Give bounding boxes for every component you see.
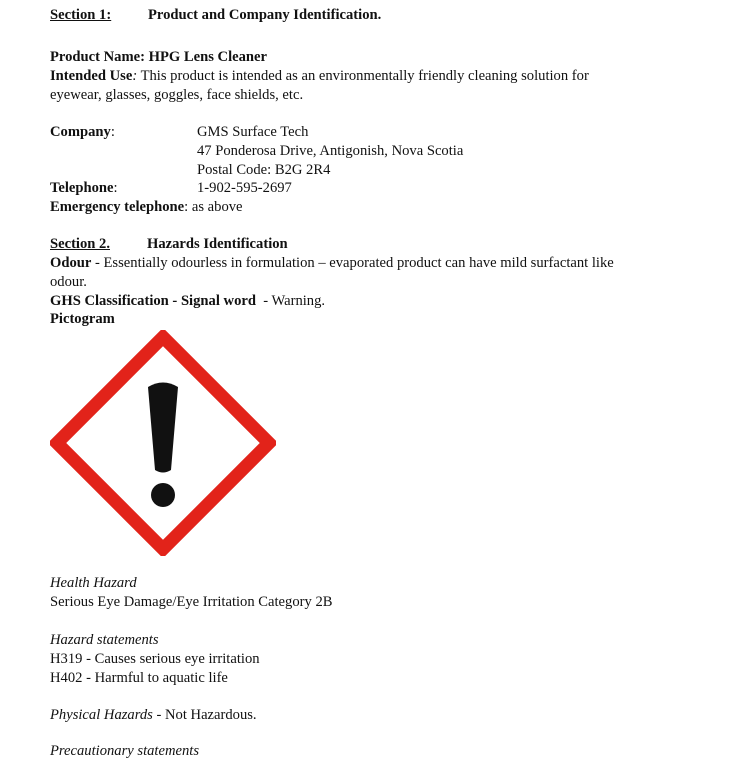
intended-use-line2: eyewear, glasses, goggles, face shields, etc. (50, 87, 304, 103)
intended-use-text: This product is intended as an environmentally friendly cleaning solution for (137, 68, 589, 84)
precautionary-label: Precautionary statements (50, 743, 200, 759)
odour-line2: odour. (50, 274, 87, 290)
company-label-colon: : (110, 124, 115, 140)
intended-use-line (50, 67, 589, 86)
exclamation-mark-icon (50, 330, 276, 556)
company-postal: Postal Code: B2G 2R4 (197, 162, 331, 178)
physical-hazards-text: - Not Hazardous. (152, 707, 257, 723)
company-line (50, 123, 309, 142)
company-address: 47 Ponderosa Drive, Antigonish, Nova Scotia (197, 143, 464, 159)
section1-title: Product and Company Identification. (148, 7, 382, 23)
section2-heading (50, 235, 288, 254)
pictogram-label: Pictogram (50, 311, 115, 327)
ghs-line (50, 292, 325, 311)
hazard-statement-item: H319 - Causes serious eye irritation (50, 651, 260, 667)
ghs-label: GHS Classification - Signal word (50, 293, 256, 309)
product-name-line (50, 48, 267, 67)
odour-line (50, 254, 614, 273)
emergency-line (50, 198, 243, 217)
ghs-text: - Warning. (255, 293, 326, 309)
intended-use-label: Intended Use (50, 68, 133, 84)
telephone-label-colon: : (113, 180, 118, 196)
hazard-statements-label: Hazard statements (50, 632, 159, 648)
telephone-label: Telephone (50, 180, 114, 196)
section1-heading (50, 6, 382, 25)
section2-label: Section 2. (50, 236, 110, 252)
odour-label: Odour (50, 255, 92, 271)
section2-title: Hazards Identification (147, 236, 288, 252)
emergency-label: Emergency telephone (50, 199, 185, 215)
product-name-label: Product Name: (50, 49, 145, 65)
health-hazard-text: Serious Eye Damage/Eye Irritation Category 2B (50, 594, 333, 610)
odour-text: - Essentially odourless in formulation – evaporated product can have mild surfactant like (91, 255, 614, 271)
emergency-text: : as above (184, 199, 243, 215)
health-hazard-label: Health Hazard (50, 575, 137, 591)
physical-hazards-line (50, 706, 257, 725)
company-name: GMS Surface Tech (197, 124, 309, 140)
company-label: Company (50, 124, 111, 140)
section1-label: Section 1: (50, 7, 112, 23)
product-name-value: HPG Lens Cleaner (148, 49, 268, 65)
intended-use-colon: : (132, 68, 138, 84)
telephone-value: 1-902-595-2697 (197, 180, 292, 196)
telephone-line (50, 179, 292, 198)
physical-hazards-label: Physical Hazards (50, 707, 153, 723)
hazard-statement-item: H402 - Harmful to aquatic life (50, 670, 228, 686)
